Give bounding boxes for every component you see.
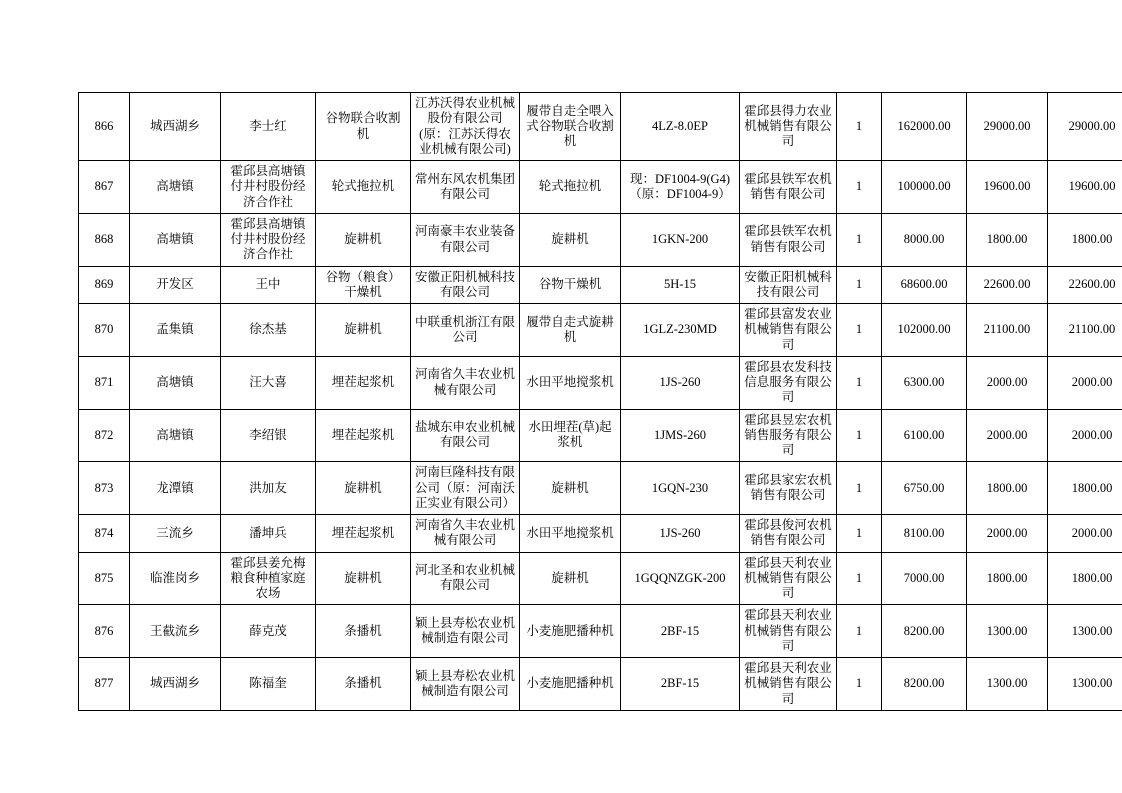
cell-buyer: 霍邱县姜允梅粮食种植家庭农场 xyxy=(221,552,316,605)
cell-category: 旋耕机 xyxy=(316,213,411,266)
cell-subsidy-total: 29000.00 xyxy=(1048,93,1122,161)
cell-subsidy-total: 19600.00 xyxy=(1048,161,1122,214)
cell-subsidy-total: 1800.00 xyxy=(1048,213,1122,266)
cell-model: 1JMS-260 xyxy=(621,409,740,462)
cell-qty: 1 xyxy=(837,266,882,304)
cell-buyer: 徐杰基 xyxy=(221,304,316,357)
cell-category: 轮式拖拉机 xyxy=(316,161,411,214)
table-row xyxy=(79,552,1122,605)
cell-type: 小麦施肥播种机 xyxy=(520,658,621,711)
cell-buyer: 洪加友 xyxy=(221,462,316,515)
cell-category: 条播机 xyxy=(316,605,411,658)
cell-town: 三流乡 xyxy=(130,515,221,553)
cell-qty: 1 xyxy=(837,213,882,266)
table-row xyxy=(79,304,1122,357)
cell-dealer: 霍邱县天利农业机械销售有限公司 xyxy=(740,658,837,711)
cell-dealer: 霍邱县得力农业机械销售有限公司 xyxy=(740,93,837,161)
cell-dealer: 安徽正阳机械科技有限公司 xyxy=(740,266,837,304)
cell-qty: 1 xyxy=(837,93,882,161)
cell-buyer: 汪大喜 xyxy=(221,356,316,409)
cell-seq: 875 xyxy=(79,552,130,605)
table-row xyxy=(79,213,1122,266)
cell-type: 轮式拖拉机 xyxy=(520,161,621,214)
cell-qty: 1 xyxy=(837,409,882,462)
cell-price: 6300.00 xyxy=(882,356,967,409)
cell-central-subsidy: 1300.00 xyxy=(967,658,1048,711)
cell-buyer: 王中 xyxy=(221,266,316,304)
cell-buyer: 李士红 xyxy=(221,93,316,161)
cell-model: 1JS-260 xyxy=(621,356,740,409)
cell-dealer: 霍邱县家宏农机销售有限公司 xyxy=(740,462,837,515)
cell-manufacturer: 盐城东申农业机械有限公司 xyxy=(411,409,520,462)
cell-qty: 1 xyxy=(837,356,882,409)
table-row xyxy=(79,161,1122,214)
cell-subsidy-total: 21100.00 xyxy=(1048,304,1122,357)
cell-qty: 1 xyxy=(837,552,882,605)
cell-price: 8100.00 xyxy=(882,515,967,553)
cell-central-subsidy: 29000.00 xyxy=(967,93,1048,161)
cell-town: 城西湖乡 xyxy=(130,658,221,711)
cell-manufacturer: 河北圣和农业机械有限公司 xyxy=(411,552,520,605)
cell-manufacturer: 颖上县寿松农业机械制造有限公司 xyxy=(411,658,520,711)
cell-price: 8200.00 xyxy=(882,605,967,658)
cell-buyer: 霍邱县高塘镇付井村股份经济合作社 xyxy=(221,161,316,214)
cell-qty: 1 xyxy=(837,658,882,711)
cell-model: 2BF-15 xyxy=(621,605,740,658)
cell-central-subsidy: 2000.00 xyxy=(967,409,1048,462)
cell-model: 2BF-15 xyxy=(621,658,740,711)
subsidy-table xyxy=(78,92,1122,711)
cell-type: 旋耕机 xyxy=(520,213,621,266)
cell-subsidy-total: 1800.00 xyxy=(1048,552,1122,605)
cell-dealer: 霍邱县铁军农机销售有限公司 xyxy=(740,213,837,266)
cell-type: 履带自走式旋耕机 xyxy=(520,304,621,357)
cell-seq: 869 xyxy=(79,266,130,304)
table-row xyxy=(79,409,1122,462)
cell-town: 王截流乡 xyxy=(130,605,221,658)
cell-town: 高塘镇 xyxy=(130,409,221,462)
cell-qty: 1 xyxy=(837,161,882,214)
cell-seq: 872 xyxy=(79,409,130,462)
cell-manufacturer: 河南省久丰农业机械有限公司 xyxy=(411,515,520,553)
cell-category: 旋耕机 xyxy=(316,304,411,357)
cell-subsidy-total: 1800.00 xyxy=(1048,462,1122,515)
cell-seq: 877 xyxy=(79,658,130,711)
cell-seq: 876 xyxy=(79,605,130,658)
cell-model: 1GKN-200 xyxy=(621,213,740,266)
cell-price: 6750.00 xyxy=(882,462,967,515)
cell-type: 水田平地搅浆机 xyxy=(520,515,621,553)
cell-price: 68600.00 xyxy=(882,266,967,304)
cell-manufacturer: 河南省久丰农业机械有限公司 xyxy=(411,356,520,409)
cell-town: 高塘镇 xyxy=(130,356,221,409)
cell-town: 临淮岗乡 xyxy=(130,552,221,605)
cell-category: 旋耕机 xyxy=(316,462,411,515)
cell-model: 1GLZ-230MD xyxy=(621,304,740,357)
cell-central-subsidy: 2000.00 xyxy=(967,515,1048,553)
cell-manufacturer: 江苏沃得农业机械股份有限公司(原：江苏沃得农业机械有限公司) xyxy=(411,93,520,161)
cell-price: 102000.00 xyxy=(882,304,967,357)
cell-buyer: 薛克茂 xyxy=(221,605,316,658)
cell-type: 水田平地搅浆机 xyxy=(520,356,621,409)
cell-town: 孟集镇 xyxy=(130,304,221,357)
cell-category: 埋茬起浆机 xyxy=(316,515,411,553)
cell-category: 埋茬起浆机 xyxy=(316,409,411,462)
cell-dealer: 霍邱县铁军农机销售有限公司 xyxy=(740,161,837,214)
cell-buyer: 陈福奎 xyxy=(221,658,316,711)
cell-category: 谷物联合收割机 xyxy=(316,93,411,161)
cell-model: 5H-15 xyxy=(621,266,740,304)
table-row xyxy=(79,605,1122,658)
cell-model: 现：DF1004-9(G4)（原：DF1004-9） xyxy=(621,161,740,214)
cell-manufacturer: 常州东风农机集团有限公司 xyxy=(411,161,520,214)
cell-subsidy-total: 2000.00 xyxy=(1048,515,1122,553)
cell-central-subsidy: 22600.00 xyxy=(967,266,1048,304)
cell-qty: 1 xyxy=(837,605,882,658)
cell-town: 龙潭镇 xyxy=(130,462,221,515)
cell-category: 旋耕机 xyxy=(316,552,411,605)
cell-type: 旋耕机 xyxy=(520,552,621,605)
cell-dealer: 霍邱县农发科技信息服务有限公司 xyxy=(740,356,837,409)
cell-seq: 867 xyxy=(79,161,130,214)
cell-buyer: 李绍银 xyxy=(221,409,316,462)
cell-qty: 1 xyxy=(837,462,882,515)
cell-type: 履带自走全喂入式谷物联合收割机 xyxy=(520,93,621,161)
cell-subsidy-total: 1300.00 xyxy=(1048,658,1122,711)
cell-town: 高塘镇 xyxy=(130,213,221,266)
cell-model: 1GQQNZGK-200 xyxy=(621,552,740,605)
cell-seq: 868 xyxy=(79,213,130,266)
cell-dealer: 霍邱县富发农业机械销售有限公司 xyxy=(740,304,837,357)
cell-price: 6100.00 xyxy=(882,409,967,462)
cell-manufacturer: 河南豪丰农业装备有限公司 xyxy=(411,213,520,266)
cell-subsidy-total: 2000.00 xyxy=(1048,356,1122,409)
cell-central-subsidy: 1300.00 xyxy=(967,605,1048,658)
cell-central-subsidy: 1800.00 xyxy=(967,552,1048,605)
cell-seq: 874 xyxy=(79,515,130,553)
cell-price: 162000.00 xyxy=(882,93,967,161)
cell-manufacturer: 安徽正阳机械科技有限公司 xyxy=(411,266,520,304)
cell-seq: 870 xyxy=(79,304,130,357)
cell-subsidy-total: 22600.00 xyxy=(1048,266,1122,304)
cell-manufacturer: 颖上县寿松农业机械制造有限公司 xyxy=(411,605,520,658)
cell-type: 小麦施肥播种机 xyxy=(520,605,621,658)
cell-qty: 1 xyxy=(837,304,882,357)
table-row xyxy=(79,462,1122,515)
cell-seq: 871 xyxy=(79,356,130,409)
table-body xyxy=(79,93,1122,711)
cell-model: 1JS-260 xyxy=(621,515,740,553)
cell-category: 条播机 xyxy=(316,658,411,711)
cell-category: 谷物（粮食）干燥机 xyxy=(316,266,411,304)
cell-buyer: 潘坤兵 xyxy=(221,515,316,553)
table-row xyxy=(79,515,1122,553)
cell-price: 7000.00 xyxy=(882,552,967,605)
cell-price: 8000.00 xyxy=(882,213,967,266)
cell-seq: 866 xyxy=(79,93,130,161)
cell-buyer: 霍邱县高塘镇付井村股份经济合作社 xyxy=(221,213,316,266)
cell-subsidy-total: 2000.00 xyxy=(1048,409,1122,462)
cell-model: 4LZ-8.0EP xyxy=(621,93,740,161)
table-row xyxy=(79,93,1122,161)
cell-qty: 1 xyxy=(837,515,882,553)
cell-dealer: 霍邱县天利农业机械销售有限公司 xyxy=(740,552,837,605)
cell-central-subsidy: 21100.00 xyxy=(967,304,1048,357)
cell-type: 旋耕机 xyxy=(520,462,621,515)
cell-central-subsidy: 1800.00 xyxy=(967,462,1048,515)
table-row xyxy=(79,356,1122,409)
cell-dealer: 霍邱县俊河农机销售有限公司 xyxy=(740,515,837,553)
cell-type: 谷物干燥机 xyxy=(520,266,621,304)
cell-price: 8200.00 xyxy=(882,658,967,711)
cell-town: 高塘镇 xyxy=(130,161,221,214)
cell-subsidy-total: 1300.00 xyxy=(1048,605,1122,658)
cell-type: 水田埋茬(草)起浆机 xyxy=(520,409,621,462)
cell-dealer: 霍邱县昱宏农机销售服务有限公司 xyxy=(740,409,837,462)
cell-town: 开发区 xyxy=(130,266,221,304)
cell-model: 1GQN-230 xyxy=(621,462,740,515)
table-row xyxy=(79,658,1122,711)
cell-price: 100000.00 xyxy=(882,161,967,214)
cell-category: 埋茬起浆机 xyxy=(316,356,411,409)
cell-central-subsidy: 2000.00 xyxy=(967,356,1048,409)
cell-central-subsidy: 1800.00 xyxy=(967,213,1048,266)
table-row xyxy=(79,266,1122,304)
cell-dealer: 霍邱县天利农业机械销售有限公司 xyxy=(740,605,837,658)
cell-manufacturer: 河南巨隆科技有限公司（原：河南沃正实业有限公司） xyxy=(411,462,520,515)
cell-seq: 873 xyxy=(79,462,130,515)
cell-manufacturer: 中联重机浙江有限公司 xyxy=(411,304,520,357)
cell-town: 城西湖乡 xyxy=(130,93,221,161)
cell-central-subsidy: 19600.00 xyxy=(967,161,1048,214)
